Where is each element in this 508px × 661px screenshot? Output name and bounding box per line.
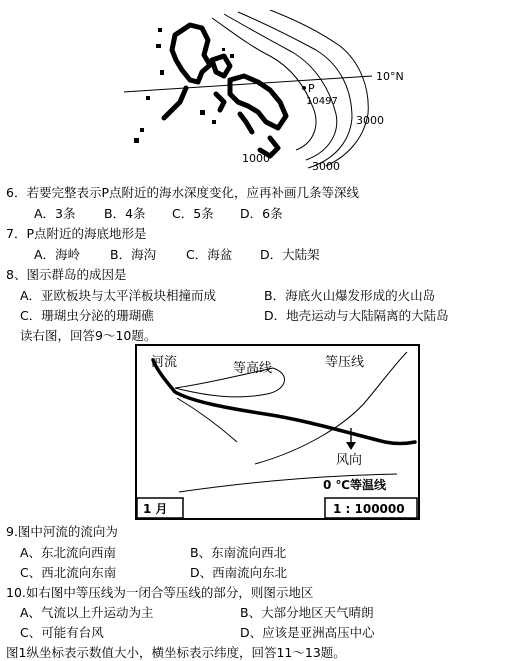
question-7-option-d: D．大陆架: [260, 247, 320, 262]
question-10-option-d: D、应该是亚洲高压中心: [240, 625, 375, 640]
question-9-option-d: D、西南流向东北: [190, 565, 288, 580]
question-7-option-a: A．海岭: [34, 247, 81, 262]
river-isobar-map: [135, 344, 420, 520]
question-10-option-b: B、大部分地区天气晴朗: [240, 605, 374, 620]
question-8-option-c: C．珊瑚虫分泌的珊瑚礁: [20, 308, 154, 323]
question-8-stem: 8、图示群岛的成因是: [6, 267, 127, 282]
question-9-stem: 9.图中河流的流向为: [6, 524, 118, 539]
question-7-stem: 7．P点附近的海底地形是: [6, 226, 147, 241]
question-6-option-a: A．3条: [34, 206, 76, 221]
isobar-label: 等压线: [325, 355, 365, 370]
isobath-lines: [212, 10, 368, 168]
island-isobath-map: [120, 10, 420, 175]
point-p-marker: [302, 86, 306, 90]
isotherm-label: 0 ℃等温线: [323, 478, 387, 492]
question-6-stem: 6．若要完整表示P点附近的海水深度变化，应再补画几条等深线: [6, 185, 359, 200]
question-7-option-b: B．海沟: [110, 247, 157, 262]
question-10-option-c: C、可能有台风: [20, 625, 104, 640]
question-9-option-c: C、西北流向东南: [20, 565, 117, 580]
latitude-label: 10°N: [376, 70, 404, 83]
point-p-label: P: [308, 82, 315, 95]
month-label: 1 月: [143, 502, 168, 516]
question-8-option-d: D．地壳运动与大陆隔离的大陆岛: [264, 308, 449, 323]
question-10-option-a: A、气流以上升运动为主: [20, 605, 154, 620]
question-10-stem: 10.如右图中等压线为一闭合等压线的部分，则图示地区: [6, 585, 314, 600]
footer-text: 图1纵坐标表示数值大小，横坐标表示纬度，回答11～13题。: [6, 645, 346, 660]
river-label: 河流: [151, 355, 178, 370]
question-9-option-a: A、东北流向西南: [20, 545, 117, 560]
question-6-option-b: B．4条: [104, 206, 146, 221]
question-6-option-c: C．5条: [172, 206, 214, 221]
question-7-option-c: C．海盆: [186, 247, 233, 262]
contour-label-bottom-left: 1000: [242, 152, 270, 165]
intro-text: 读右图，回答9～10题。: [20, 328, 157, 343]
question-8-option-b: B．海底火山爆发形成的火山岛: [264, 288, 436, 303]
question-6-option-d: D．6条: [240, 206, 283, 221]
question-9-option-b: B、东南流向西北: [190, 545, 287, 560]
point-p-depth: 10497: [306, 96, 338, 107]
island-shapes: [164, 25, 286, 156]
contour-label-bottom: 3000: [312, 160, 340, 173]
question-8-option-a: A．亚欧板块与太平洋板块相撞而成: [20, 288, 217, 303]
scale-label: 1 : 100000: [333, 502, 405, 516]
contour-label: 等高线: [233, 361, 273, 376]
contour-label-right: 3000: [356, 114, 384, 127]
map2-frame: [136, 345, 419, 519]
wind-label: 风向: [336, 453, 363, 468]
